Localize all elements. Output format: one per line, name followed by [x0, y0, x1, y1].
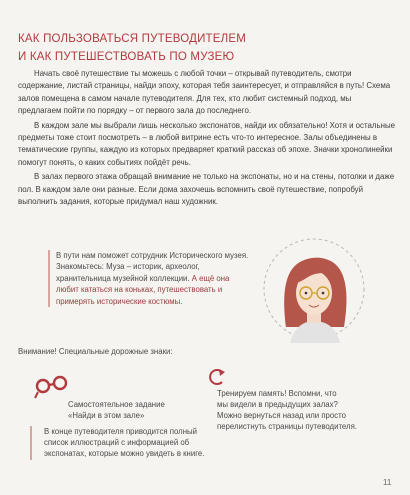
guide-intro	[48, 250, 252, 307]
intro-text	[18, 68, 396, 210]
intro-paragraph-2: В каждом зале мы выбрали лишь несколько экспонатов, найди их обязательно! Хотя и остальные предметы тоже стоит посмотреть – в любой витрине есть что-то интересное. Залы объединены в тематические группы, каждую из которых предваряет краткий рассказ об эпохе. Значки хронолинейки помогут понять, о каких событиях пойдёт речь.	[18, 120, 396, 167]
woman-portrait-illustration	[260, 235, 368, 343]
illustrations-note: В конце путеводителя приводится полный список иллюстраций с информацией об экспонатах, которые можно увидеть в книге.	[30, 426, 209, 460]
rewind-arrow-icon	[205, 366, 227, 388]
title-line-2: И КАК ПУТЕШЕСТВОВАТЬ ПО МУЗЕЮ	[18, 51, 235, 63]
title-line-1: КАК ПОЛЬЗОВАТЬСЯ ПУТЕВОДИТЕЛЕМ	[18, 33, 247, 45]
memory-sign-line-1: Тренируем память! Вспомни, что	[217, 389, 337, 398]
task-sign-line-2: «Найди в этом зале»	[68, 411, 145, 420]
memory-sign-line-2: мы видели в предыдущих залах?	[217, 400, 338, 409]
guide-intro-text: В пути нам поможет сотрудник Исторического музея. Знакомьтесь: Муза – историк, археолог, хранительница музейной коллекции.	[56, 251, 249, 283]
memory-sign-line-3: Можно вернуться назад или просто	[217, 411, 346, 420]
intro-paragraph-3: В залах первого этажа обращай внимание не только на экспонаты, но и на стены, потолки и даже пол. В каждом зале они разные. Если дома захочешь вспомнить своё путешествие, попробуй выполнить задания, которые придумал наш художник.	[18, 172, 395, 207]
page-title	[18, 30, 398, 66]
task-sign-line-1: Самостоятельное задание	[68, 400, 165, 409]
signs-intro: Внимание! Специальные дорожные знаки:	[18, 347, 173, 356]
page-number: 11	[383, 478, 392, 487]
binoculars-icon	[34, 366, 70, 402]
task-sign-card	[68, 399, 208, 421]
memory-sign-card	[217, 388, 387, 432]
guide-intro-accent: А ещё она любит кататься на коньках, путешествовать и примерять исторические костюмы.	[56, 273, 230, 306]
intro-paragraph-1: Начать своё путешествие ты можешь с любой точки – открывай путеводитель, смотри содержание, листай страницы, найди эпоху, которая тебя заинтересует, и отправляйся в путь! Схема залов помещена в самом начале путеводителя. Для тех, кто любит системный подход, мы предлагаем пойти по порядку – от первого зала до последнего.	[18, 69, 391, 116]
memory-sign-line-4: перелистнуть страницы путеводителя.	[217, 422, 357, 431]
